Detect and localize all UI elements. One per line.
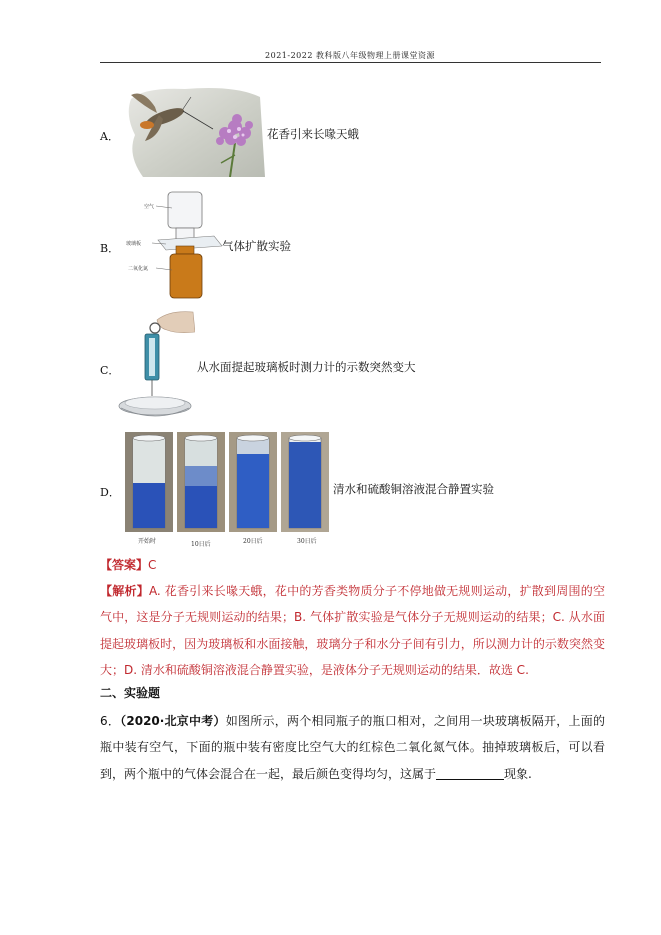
question-text: 如图所示，两个相同瓶子的瓶口相对，之间用一块玻璃板隔开，上面的瓶中装有空气，下面的瓶中装有密度比空气大的红棕色二氧化氮气体。抽掉玻璃板后，可以看到，两个瓶中的气体会混合在一起，最后颜色变得均匀，这属于 [100, 714, 605, 781]
option-b-letter: B． [100, 242, 120, 255]
label-air: 空气 [144, 204, 155, 210]
jar-30-days [281, 432, 329, 532]
header-divider [100, 62, 601, 63]
answer-label: 【答案】 [100, 558, 149, 572]
figure-spring-scale-glass [115, 308, 195, 424]
jar-10-days [177, 432, 225, 532]
jar-20-days [229, 432, 277, 532]
question-number: 6． [100, 714, 121, 728]
option-a-letter: A． [100, 130, 119, 143]
analysis-text: A. 花香引来长喙天蛾，花中的芳香类物质分子不停地做无规则运动，扩散到周围的空气中，这是分子无规则运动的结果；B. 气体扩散实验是气体分子无规则运动的结果；C. 从水面提起玻璃板时，因为玻璃板和水面接触，玻璃分子和水分子间有引力，所以测力计的示数突然变大；D. 清水和硫酸铜溶液混合静置实验，是液体分子无规则运动的结果．故选 C. [100, 584, 605, 677]
caption-30-days: 30日后 [297, 538, 317, 545]
analysis-label: 【解析】 [100, 584, 149, 598]
caption-10-days: 10日后 [191, 541, 211, 548]
label-no2: 二氧化氮 [128, 266, 149, 272]
figure-cuso4-diffusion [125, 430, 331, 534]
question-text-end: 现象. [504, 766, 532, 781]
section-title: 二、实验题 [100, 686, 161, 700]
question-6 [100, 708, 605, 787]
jar-start [125, 432, 173, 532]
question-source: （2020·北京中考） [120, 714, 226, 728]
answer-line [100, 556, 156, 573]
option-c-text: 从水面提起玻璃板时测力计的示数突然变大 [197, 360, 416, 374]
option-a-text: 花香引来长喙天蛾 [267, 127, 359, 141]
option-d-letter: D． [100, 486, 120, 499]
page-header: 2021-2022 教科版八年级物理上册课堂资源 [265, 51, 435, 60]
answer-value: C [148, 558, 157, 572]
option-b-text: 气体扩散实验 [222, 239, 291, 253]
caption-start: 开始时 [138, 538, 157, 545]
analysis-paragraph [100, 578, 605, 683]
figure-hawkmoth-flower [125, 85, 265, 177]
answer-blank[interactable] [436, 767, 504, 780]
option-d-text: 清水和硫酸铜溶液混合静置实验 [333, 482, 494, 496]
caption-20-days: 20日后 [243, 538, 263, 545]
option-c-letter: C． [100, 364, 120, 377]
figure-gas-diffusion [122, 188, 222, 300]
label-glass-plate: 玻璃板 [126, 241, 142, 247]
